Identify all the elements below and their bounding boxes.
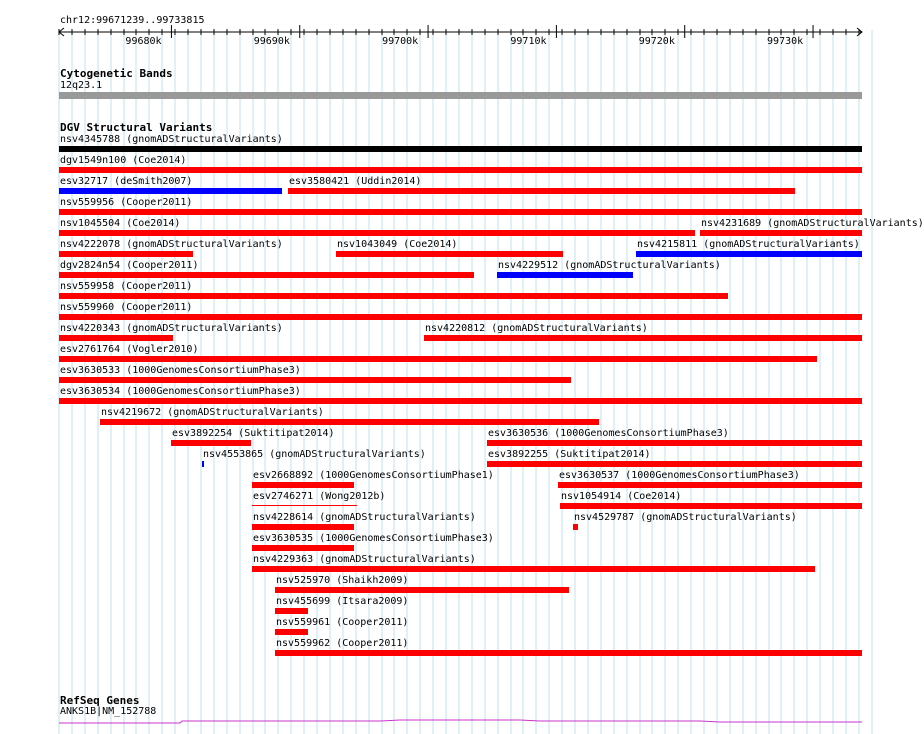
sv-feature-bar[interactable] xyxy=(59,293,728,299)
refseq-gene-label[interactable]: ANKS1B|NM_152788 xyxy=(60,706,157,717)
sv-feature-label[interactable]: nsv4215811 (gnomADStructuralVariants) xyxy=(637,239,860,250)
sv-feature-label[interactable]: nsv455699 (Itsara2009) xyxy=(276,596,409,607)
sv-feature-bar[interactable] xyxy=(59,314,862,320)
sv-feature-bar[interactable] xyxy=(288,188,795,194)
sv-feature-label[interactable]: nsv559960 (Cooper2011) xyxy=(60,302,193,313)
sv-feature-label[interactable]: nsv4229363 (gnomADStructuralVariants) xyxy=(253,554,476,565)
sv-feature-bar[interactable] xyxy=(424,335,862,341)
sv-feature-label[interactable]: nsv525970 (Shaikh2009) xyxy=(276,575,409,586)
sv-feature-bar[interactable] xyxy=(497,272,633,278)
sv-feature-label[interactable]: esv2668892 (1000GenomesConsortiumPhase1) xyxy=(253,470,494,481)
sv-feature-label[interactable]: esv3892254 (Suktitipat2014) xyxy=(172,428,335,439)
cytoband-bar[interactable] xyxy=(59,92,862,99)
sv-feature-bar[interactable] xyxy=(558,482,862,488)
sv-feature-bar[interactable] xyxy=(59,146,862,152)
position-label: chr12:99671239..99733815 xyxy=(60,15,205,26)
sv-feature-label[interactable]: esv2761764 (Vogler2010) xyxy=(60,344,199,355)
sv-feature-bar[interactable] xyxy=(59,377,571,383)
sv-feature-label[interactable]: nsv1045504 (Coe2014) xyxy=(60,218,181,229)
sv-feature-bar[interactable] xyxy=(252,566,815,572)
sv-feature-label[interactable]: esv3630533 (1000GenomesConsortiumPhase3) xyxy=(60,365,301,376)
sv-feature-label[interactable]: nsv559962 (Cooper2011) xyxy=(276,638,409,649)
sv-feature-label[interactable]: nsv4222078 (gnomADStructuralVariants) xyxy=(60,239,283,250)
sv-feature-bar[interactable] xyxy=(275,587,569,593)
sv-feature-label[interactable]: nsv4228614 (gnomADStructuralVariants) xyxy=(253,512,476,523)
sv-feature-bar[interactable] xyxy=(560,503,862,509)
sv-feature-label[interactable]: dgv2824n54 (Cooper2011) xyxy=(60,260,199,271)
sv-feature-label[interactable]: nsv4220343 (gnomADStructuralVariants) xyxy=(60,323,283,334)
sv-feature-label[interactable]: nsv4219672 (gnomADStructuralVariants) xyxy=(101,407,324,418)
sv-feature-bar[interactable] xyxy=(59,188,282,194)
sv-feature-bar[interactable] xyxy=(59,167,862,173)
sv-feature-label[interactable]: esv3892255 (Suktitipat2014) xyxy=(488,449,651,460)
sv-feature-label[interactable]: nsv1043049 (Coe2014) xyxy=(337,239,458,250)
refseq-track-title[interactable]: RefSeq Genes xyxy=(60,694,140,707)
cytoband-label: 12q23.1 xyxy=(60,80,103,91)
ruler-tick-label: 99690k xyxy=(253,36,290,47)
sv-feature-bar[interactable] xyxy=(59,272,474,278)
sv-feature-bar[interactable] xyxy=(100,419,599,425)
sv-feature-label[interactable]: nsv559961 (Cooper2011) xyxy=(276,617,409,628)
sv-feature-bar[interactable] xyxy=(252,482,354,488)
ruler-tick-label: 99680k xyxy=(125,36,162,47)
sv-feature-label[interactable]: esv3630535 (1000GenomesConsortiumPhase3) xyxy=(253,533,494,544)
sv-feature-bar[interactable] xyxy=(487,461,862,467)
sv-feature-label[interactable]: nsv4231689 (gnomADStructuralVariants) xyxy=(701,218,924,229)
sv-feature-bar[interactable] xyxy=(252,524,354,530)
sv-feature-label[interactable]: dgv1549n100 (Coe2014) xyxy=(60,155,187,166)
sv-feature-label[interactable]: nsv559956 (Cooper2011) xyxy=(60,197,193,208)
sv-feature-bar[interactable] xyxy=(252,545,354,551)
ruler-tick-label: 99720k xyxy=(638,36,675,47)
sv-feature-bar[interactable] xyxy=(59,356,817,362)
sv-feature-bar[interactable] xyxy=(59,335,173,341)
sv-feature-bar[interactable] xyxy=(59,230,695,236)
sv-feature-bar[interactable] xyxy=(252,505,357,506)
sv-feature-label[interactable]: nsv4529787 (gnomADStructuralVariants) xyxy=(574,512,797,523)
sv-feature-bar[interactable] xyxy=(275,650,862,656)
ruler-tick-label: 99700k xyxy=(382,36,419,47)
sv-feature-label[interactable]: nsv4220812 (gnomADStructuralVariants) xyxy=(425,323,648,334)
sv-feature-label[interactable]: nsv559958 (Cooper2011) xyxy=(60,281,193,292)
ruler-tick-label: 99730k xyxy=(767,36,804,47)
sv-feature-bar[interactable] xyxy=(636,251,862,257)
sv-feature-bar[interactable] xyxy=(275,629,308,635)
sv-feature-bar[interactable] xyxy=(59,398,862,404)
sv-feature-label[interactable]: esv3630537 (1000GenomesConsortiumPhase3) xyxy=(559,470,800,481)
sv-feature-bar[interactable] xyxy=(487,440,862,446)
ruler-tick-label: 99710k xyxy=(510,36,547,47)
sv-feature-label[interactable]: esv3630534 (1000GenomesConsortiumPhase3) xyxy=(60,386,301,397)
sv-feature-label[interactable]: esv2746271 (Wong2012b) xyxy=(253,491,386,502)
sv-feature-label[interactable]: nsv4229512 (gnomADStructuralVariants) xyxy=(498,260,721,271)
gene-intron-line xyxy=(59,720,862,723)
sv-feature-bar[interactable] xyxy=(573,524,578,530)
sv-feature-label[interactable]: nsv1054914 (Coe2014) xyxy=(561,491,682,502)
refseq-gene-glyph[interactable] xyxy=(0,712,890,726)
sv-feature-bar[interactable] xyxy=(336,251,563,257)
sv-feature-bar[interactable] xyxy=(171,440,251,446)
sv-feature-label[interactable]: esv3630536 (1000GenomesConsortiumPhase3) xyxy=(488,428,729,439)
sv-feature-label[interactable]: nsv4345788 (gnomADStructuralVariants) xyxy=(60,134,283,145)
cytoband-track-title[interactable]: Cytogenetic Bands xyxy=(60,67,173,80)
sv-feature-bar[interactable] xyxy=(700,230,862,236)
sv-feature-label[interactable]: nsv4553865 (gnomADStructuralVariants) xyxy=(203,449,426,460)
sv-feature-label[interactable]: esv32717 (deSmith2007) xyxy=(60,176,193,187)
sv-feature-bar[interactable] xyxy=(59,251,193,257)
sv-feature-bar[interactable] xyxy=(202,461,204,467)
sv-feature-bar[interactable] xyxy=(275,608,308,614)
dgv-track-title[interactable]: DGV Structural Variants xyxy=(60,121,213,134)
sv-feature-bar[interactable] xyxy=(59,209,862,215)
sv-feature-label[interactable]: esv3580421 (Uddin2014) xyxy=(289,176,422,187)
